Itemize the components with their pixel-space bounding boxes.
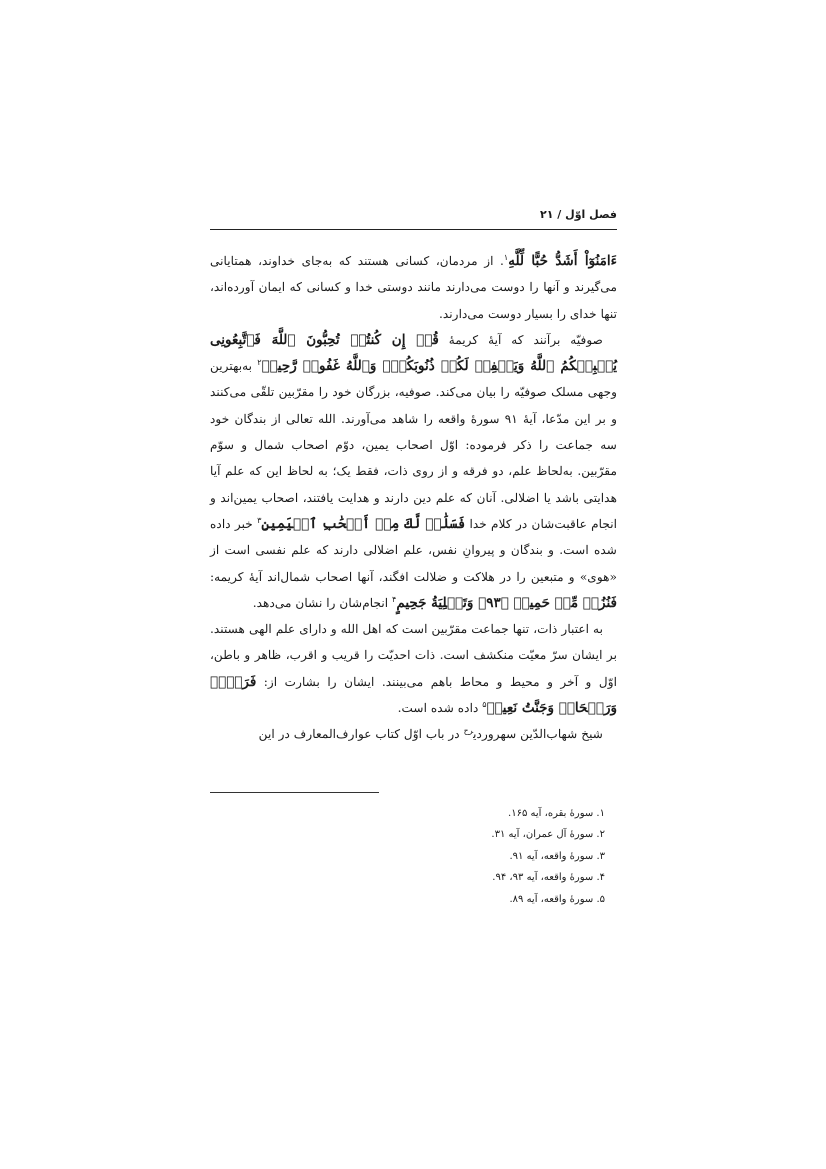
body-text xyxy=(210,248,617,748)
footnote-ref: ۵ xyxy=(482,699,487,709)
paragraph-text: به‌بهترین وجهی مسلک صوفیّه را بیان می‌کند. صوفیه، بزرگان خود را مقرّبین تلقّی می‌کنند و بر این مدّعا، آیهٔ ۹۱ سورهٔ واقعه را شاهد می‌آورند. الله تعالی از بندگان خود سه جماعت را ذکر فرموده: اوّل اصحاب یمین، دوّم اصحاب شمال و سوّم مقرّبین. به‌لحاظ علم، دو فرقه و از روی ذات، فقط یک؛ به لحاظ این که علم آیا هدایتی باشد یا اضلالی. آنان که علم دین دارند و هدایت یافتند، اصحاب یمین‌اند و انجام عاقبت‌شان در کلام خدا xyxy=(210,359,618,531)
paragraph-text: . از مردمان، کسانی هستند که به‌جای خداوند، همتایانی می‌گیرند و آنها را دوست می‌دارند مانند دوستی خدا و کسانی که ایمان آورده‌اند، تنها خدای را بسیار دوست می‌دارند. xyxy=(210,254,617,321)
quran-verse: قُلۡ إِن كُنتُمۡ تُحِبُّونَ ٱللَّهَ فَٱتَّبِعُونِى يُحۡبِبۡكُمُ ٱللَّهُ وَيَغۡفِرۡ لَكُمۡ ذُنُوبَكُمۡۚ وَٱللَّهُ غَفُورٞ رَّحِيمٞ xyxy=(210,331,617,375)
paragraph-2 xyxy=(210,327,617,616)
paragraph-4 xyxy=(210,721,617,747)
quran-verse: فَرَوۡحٞ وَرَيۡحَانٞ وَجَنَّتُ نَعِيمٖ xyxy=(210,673,617,717)
footnote-item: ۱. سورهٔ بقره، آیه ۱۶۵. xyxy=(508,807,605,819)
paragraph-text: خبر داده شده است. و بندگان و پیروانِ نفس، علم اضلالی دارند که علم نفسی است از «هوی» و متبعین را در هلاکت و ضلالت افگند، آنها اصحاب شمال‌اند آیهٔ کریمه: xyxy=(210,516,617,584)
quran-verse: ءَامَنُوٓاْ أَشَدُّ حُبًّا لِّلَّهِ xyxy=(508,253,617,269)
footnote-item: ۳. سورهٔ واقعه، آیه ۹۱. xyxy=(509,850,605,862)
paragraph-3 xyxy=(210,616,617,721)
paragraph-text: انجام‌شان را نشان می‌دهد. xyxy=(252,595,393,610)
book-page xyxy=(210,205,617,910)
footnote-rule xyxy=(210,792,379,793)
paragraph-text: داده شده است. xyxy=(397,701,483,716)
footnote-item: ۵. سورهٔ واقعه، آیه ۸۹. xyxy=(509,893,605,905)
quran-verse: فَنُزُلٞ مِّنۡ حَمِيمٖ ﴿٩٣﴾ وَتَصۡلِيَةُ جَحِيمٍ xyxy=(396,594,617,611)
footnote-ref: ۱ xyxy=(503,252,509,262)
paragraph-text: به اعتبار ذات، تنها جماعت مقرّبین است که اهل الله و دارای علم الهی هستند. بر ایشان سرّ معیّت منکشف است. ذات احدیّت را قریب و اقرب، ظاهر و باطن، اوّل و آخر و محیط و محاط باهم می‌بینند. ایشان را بشارت از: xyxy=(210,622,617,689)
honorific-mark: رح xyxy=(463,726,474,736)
paragraph-text: شیخ شهاب‌الدّین سهروردی xyxy=(473,727,603,742)
quran-verse: فَسَلَٰمٞ لَّكَ مِنۡ أَصۡحَٰبِ ٱلۡيَمِينِ xyxy=(261,515,466,532)
footnote-ref: ۴ xyxy=(392,594,397,604)
paragraph-text: در باب اوّل کتاب عوارف‌المعارف در این xyxy=(258,727,464,742)
header-rule xyxy=(210,229,617,230)
footnote-item: ۴. سورهٔ واقعه، آیه ۹۳، ۹۴. xyxy=(492,872,605,884)
paragraph-1 xyxy=(210,248,617,327)
footnote-ref: ۳ xyxy=(257,515,262,525)
footnote-list xyxy=(210,803,617,911)
paragraph-text: صوفیّه برآنند که آیهٔ کریمهٔ xyxy=(438,332,603,347)
footnote-item: ۲. سورهٔ آل عمران، آیه ۳۱. xyxy=(491,829,605,841)
running-head: فصل اوّل / ۲۱ xyxy=(540,208,617,221)
footnote-ref: ۲ xyxy=(257,358,262,368)
